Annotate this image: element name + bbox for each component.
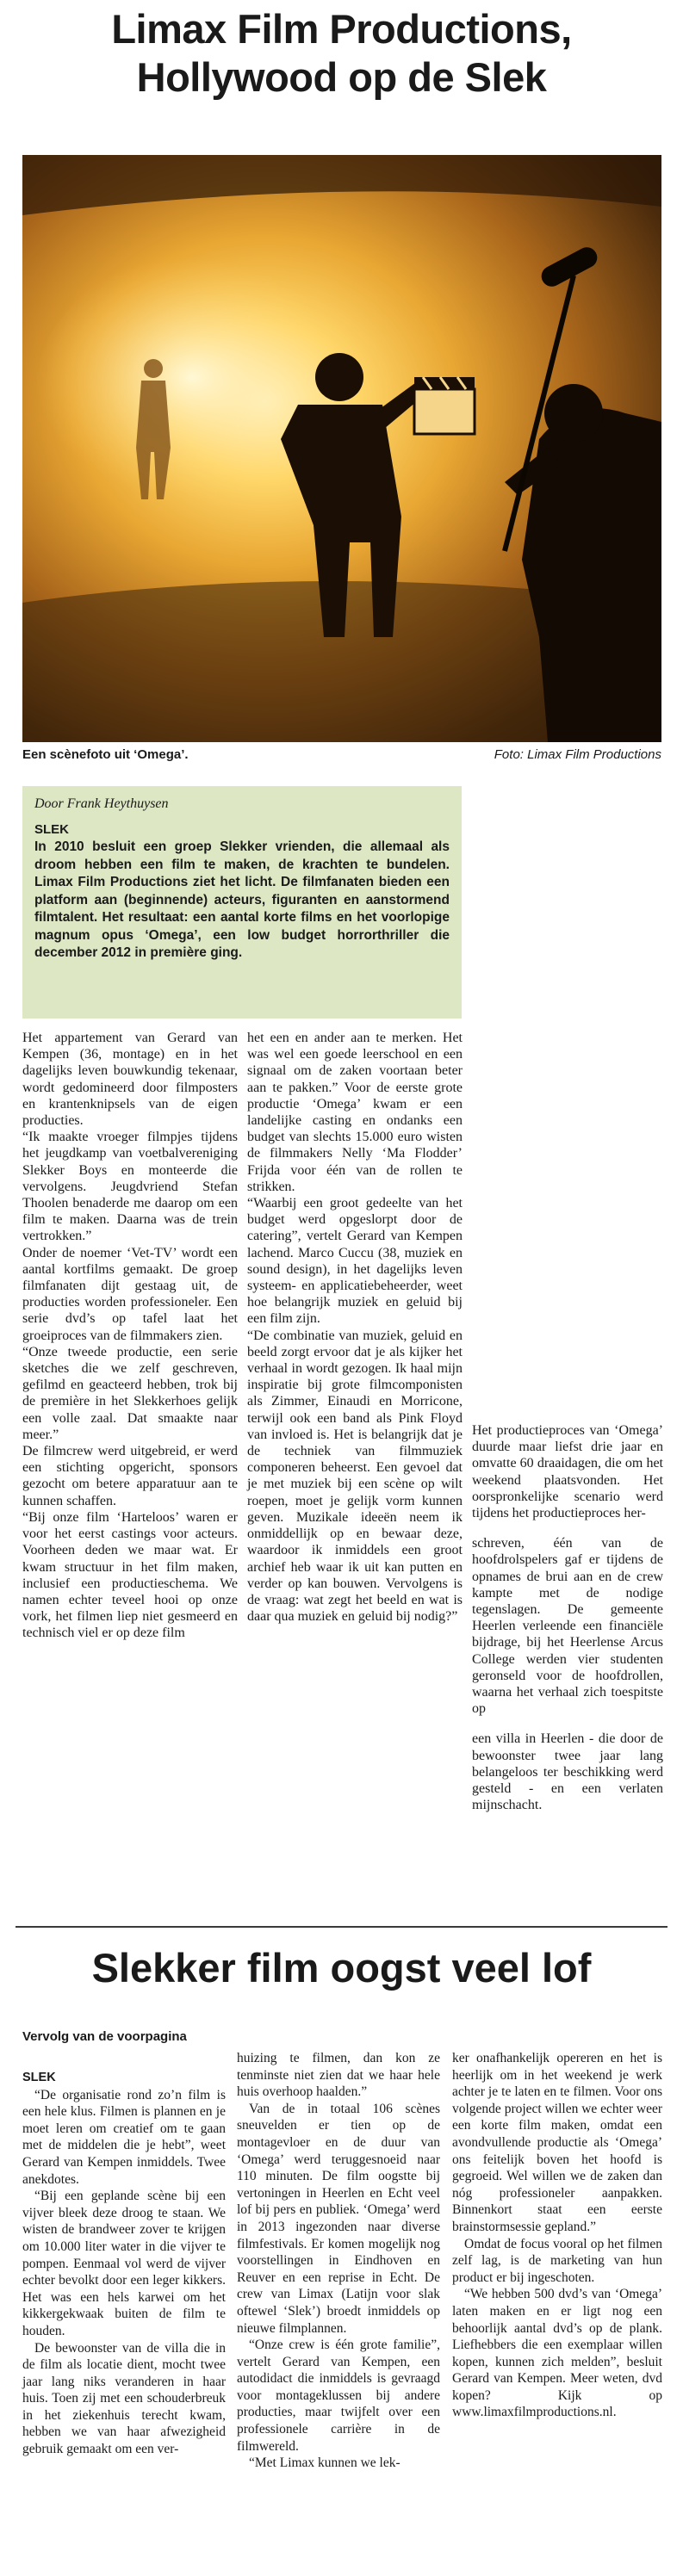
article2-column-2 — [237, 2050, 440, 2472]
headline-line-2: Hollywood op de Slek — [136, 54, 547, 100]
paragraph: “De organisatie rond zo’n film is een hele klus. Filmen is plannen en je moet leren om creatief om te gaan met de middelen die je hebt”, weet Gerard van Kempen inmiddels. Twee anekdotes. — [22, 2087, 226, 2187]
clapperboard — [414, 377, 475, 434]
paragraph: een villa in Heerlen - die door de bewoonster twee jaar lang belangeloos ter beschikking werd gesteld - en een verlaten mijnschacht. — [472, 1731, 663, 1813]
headline-line-1: Limax Film Productions, — [111, 6, 572, 52]
paragraph: “Ik maakte vroeger filmpjes tijdens het jeugdkamp van voetbalvereniging Slekker Boys en monteerde die vervolgens. Jeugdvriend Stefan Thoolen benaderde me daarop om een film te maken. Daarna was de trein vertrokken.” — [22, 1130, 238, 1244]
paragraph: “Bij een geplande scène bij een vijver bleek deze droog te staan. We wisten de brandweer zover te krijgen om 10.000 liter water in die vijver te pompen. Eenmaal vol werd de vijver echter bevolkt door een leger kikkers. Het was een hels karwei om het kikkergekwaak buiten de film te houden. — [22, 2189, 226, 2338]
article-column-2 — [247, 1030, 463, 1625]
paragraph: Onder de noemer ‘Vet-TV’ wordt een aantal kortfilms gemaakt. De groep filmfanaten dijt gestaag uit, de producties worden professioneler. Een serie dvd’s op tafel laat het groeiproces van de filmmakers zien. — [22, 1245, 238, 1343]
article-column-3 — [472, 1422, 663, 1813]
article2-column-1 — [22, 2070, 226, 2458]
paragraph: “Bij onze film ‘Harteloos’ waren er voor het eerst castings voor acteurs. Voorheen deden we maar wat. Er kwam structuur in het film maken, inclusief een productieschema. We namen echter teveel hooi op onze vork, het filmen liep niet gesmeerd en technisch viel er op deze film — [22, 1509, 238, 1641]
paragraph: “Onze crew is één grote familie”, vertelt Gerard van Kempen, een autodidact die inmiddels is gevraagd voor montageklussen bij andere producties, maar twijfelt over een professionele carrière in de filmwereld. — [237, 2338, 440, 2454]
section-divider — [16, 1926, 667, 1928]
photo-caption-row — [22, 747, 661, 765]
paragraph: Het appartement van Gerard van Kempen (36, montage) en in het dagelijks leven bouwkundig tekenaar, wordt gedomineerd door filmposters en krantenknipsels van de eigen producties. — [22, 1031, 238, 1129]
paragraph: “Onze tweede productie, een serie sketches die we zelf geschreven, gefilmd en geacteerd hebben, trok bij de première in het Slekkerhoes gelijk een volle zaal. Dat smaakte naar meer.” — [22, 1344, 238, 1442]
byline: Door Frank Heythuysen — [34, 796, 169, 811]
headline-main — [0, 0, 683, 102]
headline-second: Slekker film oogst veel lof — [91, 1945, 592, 1991]
paragraph: het een en ander aan te merken. Het was wel een goede leerschool en een signaal om de zaken voortaan beter aan te pakken.” Voor de eerste grote productie ‘Omega’ kwam er een landelijke casting en ondanks een budget van slechts 15.000 euro wisten de filmmakers Nelly ‘Ma Flodder’ Frijda voor één van de rollen te strikken. — [247, 1031, 463, 1194]
paragraph: Omdat de focus vooral op het filmen zelf lag, is de marketing van hun product er bij ingeschoten. — [452, 2236, 662, 2285]
scene-photo-illustration — [22, 155, 661, 742]
paragraph: Van de in totaal 106 scènes sneuvelden er tien op de montagevloer en de duur van ‘Omega’ werd teruggesnoeid naar 110 minuten. De film oogstte bij vertoningen in Heerlen en Echt veel lof bij pers en publiek. ‘Omega’ werd in 2013 ingezonden naar diverse filmfestivals. Er komen mogelijk nog voorstellingen in Eindhoven en Reuver en een reprise in Echt. De crew van Limax (Latijn voor slak oftewel ‘Slek’) broedt inmiddels op nieuwe filmplannen. — [237, 2101, 440, 2336]
dateline: SLEK — [22, 2071, 56, 2084]
paragraph: Het productieproces van ‘Omega’ duurde maar liefst drie jaar en omvatte 60 draaidagen, die om het weekend plaatsvonden. Het oorspronkelijke scenario werd tijdens het productieproces her- — [472, 1423, 663, 1521]
photo-caption: Een scènefoto uit ‘Omega’. — [22, 747, 189, 762]
continued-kicker: Vervolg van de voorpagina — [22, 2029, 187, 2044]
article-column-1 — [22, 1030, 238, 1642]
paragraph: “Met Limax kunnen we lek- — [249, 2455, 400, 2471]
photo-credit: Foto: Limax Film Productions — [494, 747, 661, 762]
intro-box — [22, 786, 462, 1019]
scene-photo — [22, 155, 661, 742]
paragraph: ker onafhankelijk opereren en het is heerlijk om in het weekend je werk achter je te laten en te filmen. Voor ons volgende project willen we echter weer een korte film maken, omdat een avondvullende productie als ‘Omega’ ons feitelijk boven het hoofd is gegroeid. Wel willen we de zaken dan nóg professioneler aanpakken. Binnenkort staat een eerste brainstormsessie gepland.” — [452, 2051, 663, 2234]
paragraph: “De combinatie van muziek, geluid en beeld zorgt ervoor dat je als kijker het verhaal in wordt gezogen. Ik haal mijn inspiratie bij grote filmcomponisten als Zimmer, Einaudi en Morricone, terwijl ook een band als Pink Floyd van invloed is. Het is belangrijk dat je de techniek van filmmuziek componeren beheerst. Een gevoel dat je met muziek bij een scène op wilt roepen, moet je gelijk vorm kunnen geven. Muzikale ideeën neem ik onmiddellijk op en bewaar deze, waardoor ik inmiddels een groot archief heb waar ik uit kan putten en verder op kan bouwen. Vervolgens is de vraag: wat zegt het beeld en wat is daar qua muziek en geluid bij nodig?” — [247, 1328, 463, 1625]
dateline: SLEK — [34, 822, 70, 837]
paragraph: huizing te filmen, dan kon ze tenminste niet zien dat we haar hele huis overhoop haalden.” — [237, 2051, 440, 2100]
paragraph: De bewoonster van de villa die in de film als locatie dient, mocht twee jaar lang niks veranderen in haar huis. Toen zij met een schouderbreuk in het ziekenhuis terecht kwam, hebben we van haar afwezigheid gebruik gemaakt om een ver- — [22, 2340, 226, 2457]
paragraph: De filmcrew werd uitgebreid, er werd een stichting opgericht, sponsors gezocht om betere apparatuur aan te kunnen schaffen. — [22, 1444, 238, 1508]
paragraph: “Waarbij een groot gedeelte van het budget werd opgeslorpt door de catering”, vertelt Gerard van Kempen lachend. Marco Cuccu (38, muziek en sound design), in het dagelijks leven systeem- en applicatiebeheerder, weet hoe belangrijk muziek en geluid bij een film zijn. — [247, 1196, 463, 1327]
paragraph: “We hebben 500 dvd’s van ‘Omega’ laten maken en er ligt nog een behoorlijk aantal dvd’s op de plank. Liefhebbers die een exemplaar willen kopen, kunnen zich melden”, besluit Gerard van Kempen. Meer weten, dvd kopen? Kijk op www.limaxfilmproductions.nl. — [452, 2287, 662, 2420]
intro-text: In 2010 besluit een groep Slekker vrienden, die allemaal als droom hebben een film te maken, de krachten te bundelen. Limax Film Productions ziet het licht. De filmfanaten bieden een platform aan (beginnende) acteurs, figuranten en aanstormend filmtalent. Het resultaat: een aantal korte films en het voorlopige magnum opus ‘Omega’, een low budget horrorthriller die december 2012 in première ging. — [34, 839, 450, 960]
paragraph: schreven, één van de hoofdrolspelers gaf er tijdens de opnames de brui aan en de crew kampte met de nodige tegenslagen. De gemeente Heerlen verleende een financiële bijdrage, bij het Heerlense Arcus College werden vier studenten geronseld voor de hoofdrollen, waarna het verhaal zich toespitste op — [472, 1536, 663, 1717]
article2-column-3 — [452, 2050, 662, 2421]
